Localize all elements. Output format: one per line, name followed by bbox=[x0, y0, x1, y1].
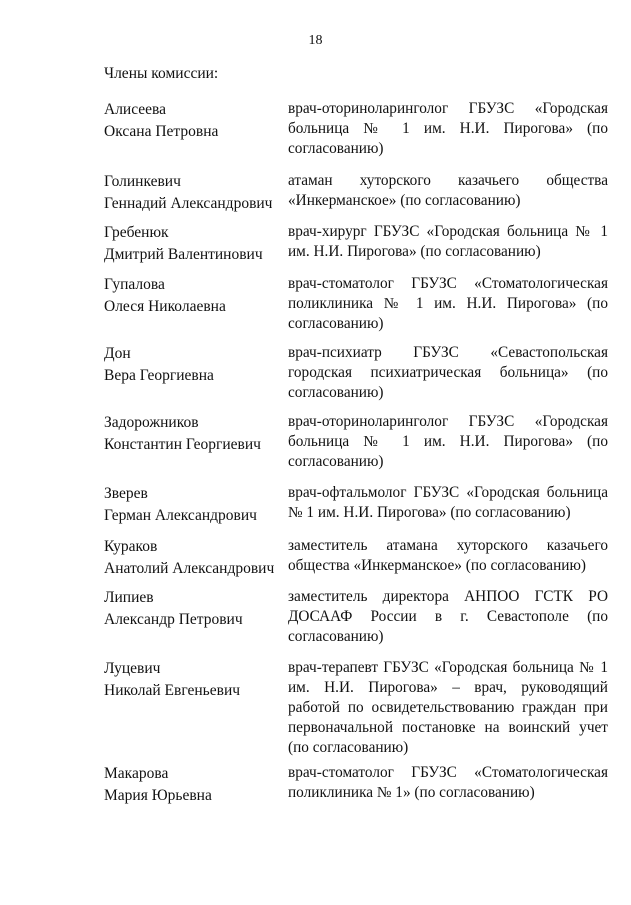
member-role: врач-терапевт ГБУЗС «Городская больница № 1 им. Н.И. Пирогова» – врач, руководящий работой по освидетельствованию граждан при первоначальной постановке на воинский учет (по согласованию) bbox=[288, 659, 608, 756]
member-given-names: Герман Александрович bbox=[104, 507, 257, 524]
member-name bbox=[104, 536, 284, 580]
member-role: врач-офтальмолог ГБУЗС «Городская больница № 1 им. Н.И. Пирогова» (по согласованию) bbox=[288, 484, 608, 521]
member-surname: Липиев bbox=[104, 589, 154, 606]
member-role: заместитель атамана хуторского казачьего общества «Инкерманское» (по согласованию) bbox=[288, 537, 608, 574]
member-given-names: Олеся Николаевна bbox=[104, 298, 226, 315]
member-given-names: Дмитрий Валентинович bbox=[104, 246, 263, 263]
member-given-names: Александр Петрович bbox=[104, 611, 243, 628]
member-name bbox=[104, 274, 284, 318]
member-name bbox=[104, 171, 284, 215]
member-surname: Зверев bbox=[104, 485, 148, 502]
member-surname: Кураков bbox=[104, 538, 158, 555]
member-role: врач-хирург ГБУЗС «Городская больница № 1 им. Н.И. Пирогова» (по согласованию) bbox=[288, 223, 608, 260]
member-name bbox=[104, 763, 284, 807]
member-given-names: Оксана Петровна bbox=[104, 123, 219, 140]
member-surname: Задорожников bbox=[104, 414, 199, 431]
member-role: атаман хуторского казачьего общества «Инкерманское» (по согласованию) bbox=[288, 172, 608, 209]
member-given-names: Анатолий Александрович bbox=[104, 560, 275, 577]
member-given-names: Мария Юрьевна bbox=[104, 787, 212, 804]
section-heading: Члены комиссии: bbox=[104, 65, 219, 82]
member-given-names: Николай Евгеньевич bbox=[104, 682, 241, 699]
page-number: 18 bbox=[308, 33, 323, 48]
member-role: врач-оториноларинголог ГБУЗС «Городская больница № 1 им. Н.И. Пирогова» (по согласованию) bbox=[288, 413, 608, 470]
member-name bbox=[104, 483, 284, 527]
member-given-names: Вера Георгиевна bbox=[104, 367, 214, 384]
member-role: врач-стоматолог ГБУЗС «Стоматологическая поликлиника № 1» (по согласованию) bbox=[288, 764, 608, 801]
member-surname: Гупалова bbox=[104, 276, 165, 293]
member-name bbox=[104, 587, 284, 631]
member-surname: Дон bbox=[104, 345, 131, 362]
member-name bbox=[104, 412, 284, 456]
member-name bbox=[104, 658, 284, 702]
member-given-names: Геннадий Александрович bbox=[104, 195, 273, 212]
member-name bbox=[104, 343, 284, 387]
member-given-names: Константин Георгиевич bbox=[104, 436, 261, 453]
member-name bbox=[104, 222, 284, 266]
member-surname: Алисеева bbox=[104, 101, 167, 118]
member-role: врач-оториноларинголог ГБУЗС «Городская больница № 1 им. Н.И. Пирогова» (по согласованию) bbox=[288, 100, 608, 157]
member-surname: Луцевич bbox=[104, 660, 161, 677]
member-surname: Макарова bbox=[104, 765, 169, 782]
member-surname: Гребенюк bbox=[104, 224, 169, 241]
member-role: врач-стоматолог ГБУЗС «Стоматологическая поликлиника № 1 им. Н.И. Пирогова» (по согласованию) bbox=[288, 275, 608, 332]
member-role: заместитель директора АНПОО ГСТК РО ДОСААФ России в г. Севастополе (по согласованию) bbox=[288, 588, 608, 645]
member-role: врач-психиатр ГБУЗС «Севастопольская городская психиатрическая больница» (по согласованию) bbox=[288, 344, 608, 401]
member-surname: Голинкевич bbox=[104, 173, 181, 190]
member-name bbox=[104, 99, 284, 143]
